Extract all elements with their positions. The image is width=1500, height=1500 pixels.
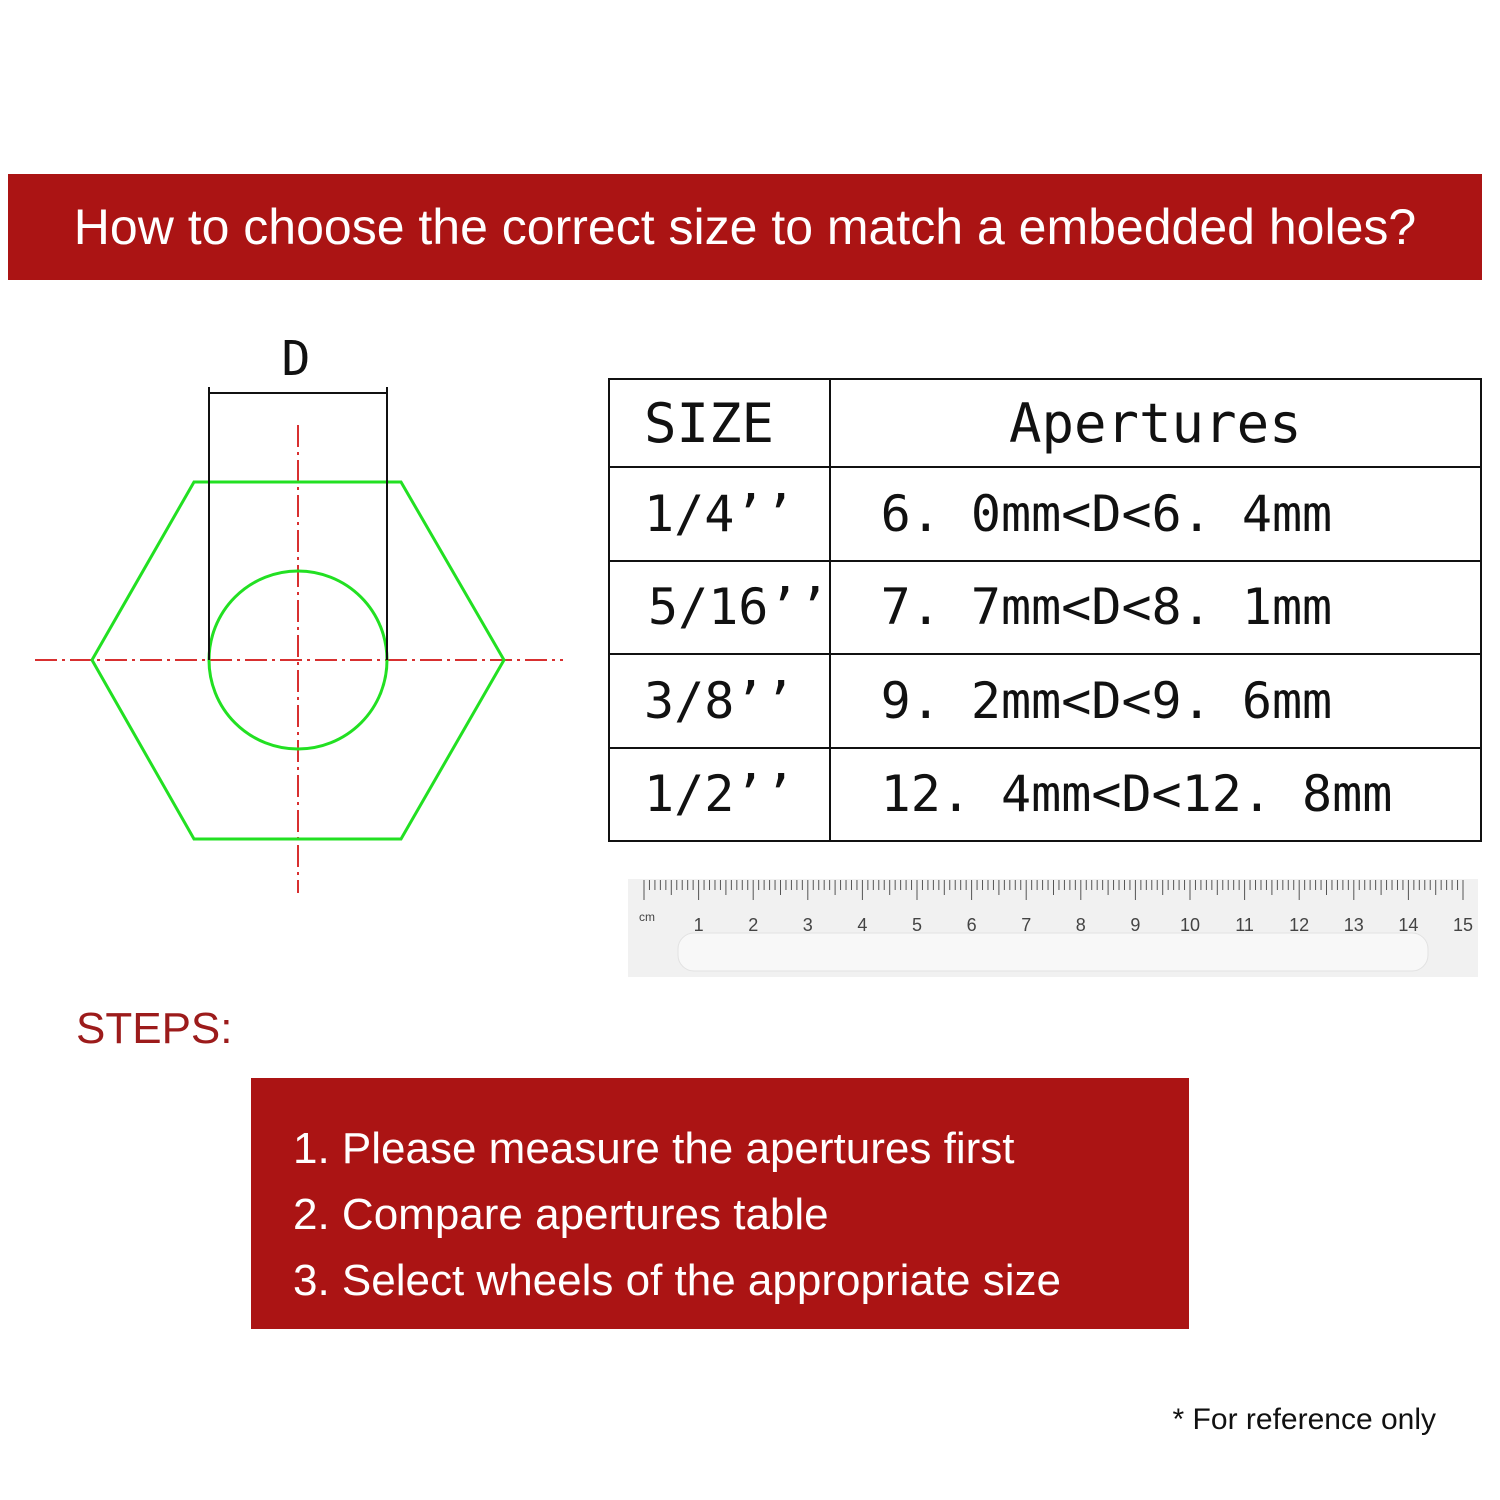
dimension-label: D [281, 331, 311, 387]
ruler-number: 14 [1398, 915, 1419, 935]
size-cell: 1/2’’ [609, 748, 830, 842]
aperture-cell: 9. 2mm<D<9. 6mm [830, 654, 1481, 748]
ruler-number: 10 [1179, 915, 1201, 935]
ruler-number: 11 [1235, 915, 1254, 935]
ruler-number: 12 [1289, 915, 1310, 935]
ruler-number: 2 [748, 915, 759, 935]
ruler-numbers [694, 915, 1473, 935]
table-row [609, 654, 1481, 748]
ruler-number: 4 [857, 915, 868, 935]
footnote: * For reference only [1172, 1403, 1436, 1436]
ruler-number: 13 [1343, 915, 1364, 935]
ruler-number: 6 [966, 915, 977, 935]
ruler-number: 8 [1075, 915, 1086, 935]
apertures-header: Apertures [830, 379, 1481, 467]
size-cell: 5/16’’ [609, 561, 830, 655]
aperture-cell: 7. 7mm<D<8. 1mm [830, 561, 1481, 655]
ruler-number: 1 [693, 915, 704, 935]
title-banner [8, 174, 1482, 280]
centerlines [35, 425, 563, 893]
step-item: 1. Please measure the apertures first [293, 1124, 1015, 1173]
size-cell: 1/4’’ [609, 467, 830, 561]
hex-nut-diagram [30, 325, 570, 900]
size-header: SIZE [609, 379, 830, 467]
table-row [609, 748, 1481, 842]
steps-box [251, 1078, 1189, 1329]
ruler-number: 3 [802, 915, 813, 935]
page-title: How to choose the correct size to match a embedded holes? [73, 199, 1417, 255]
size-aperture-table [608, 378, 1482, 842]
steps-label: STEPS: [76, 1004, 233, 1053]
size-cell: 3/8’’ [609, 654, 830, 748]
ruler-groove [678, 933, 1428, 971]
step-item: 2. Compare apertures table [293, 1190, 829, 1239]
aperture-cell: 12. 4mm<D<12. 8mm [830, 748, 1481, 842]
ruler-number: 15 [1452, 915, 1474, 935]
ruler-number: 7 [1021, 915, 1032, 935]
ruler-number: 9 [1130, 915, 1141, 935]
table-row [609, 467, 1481, 561]
ruler-unit-label: cm [639, 910, 655, 924]
step-item: 3. Select wheels of the appropriate size [293, 1256, 1062, 1305]
aperture-cell: 6. 0mm<D<6. 4mm [830, 467, 1481, 561]
table-row [609, 561, 1481, 655]
table-header-row [609, 379, 1481, 467]
ruler-number: 5 [911, 915, 923, 935]
ruler-image [628, 879, 1478, 977]
